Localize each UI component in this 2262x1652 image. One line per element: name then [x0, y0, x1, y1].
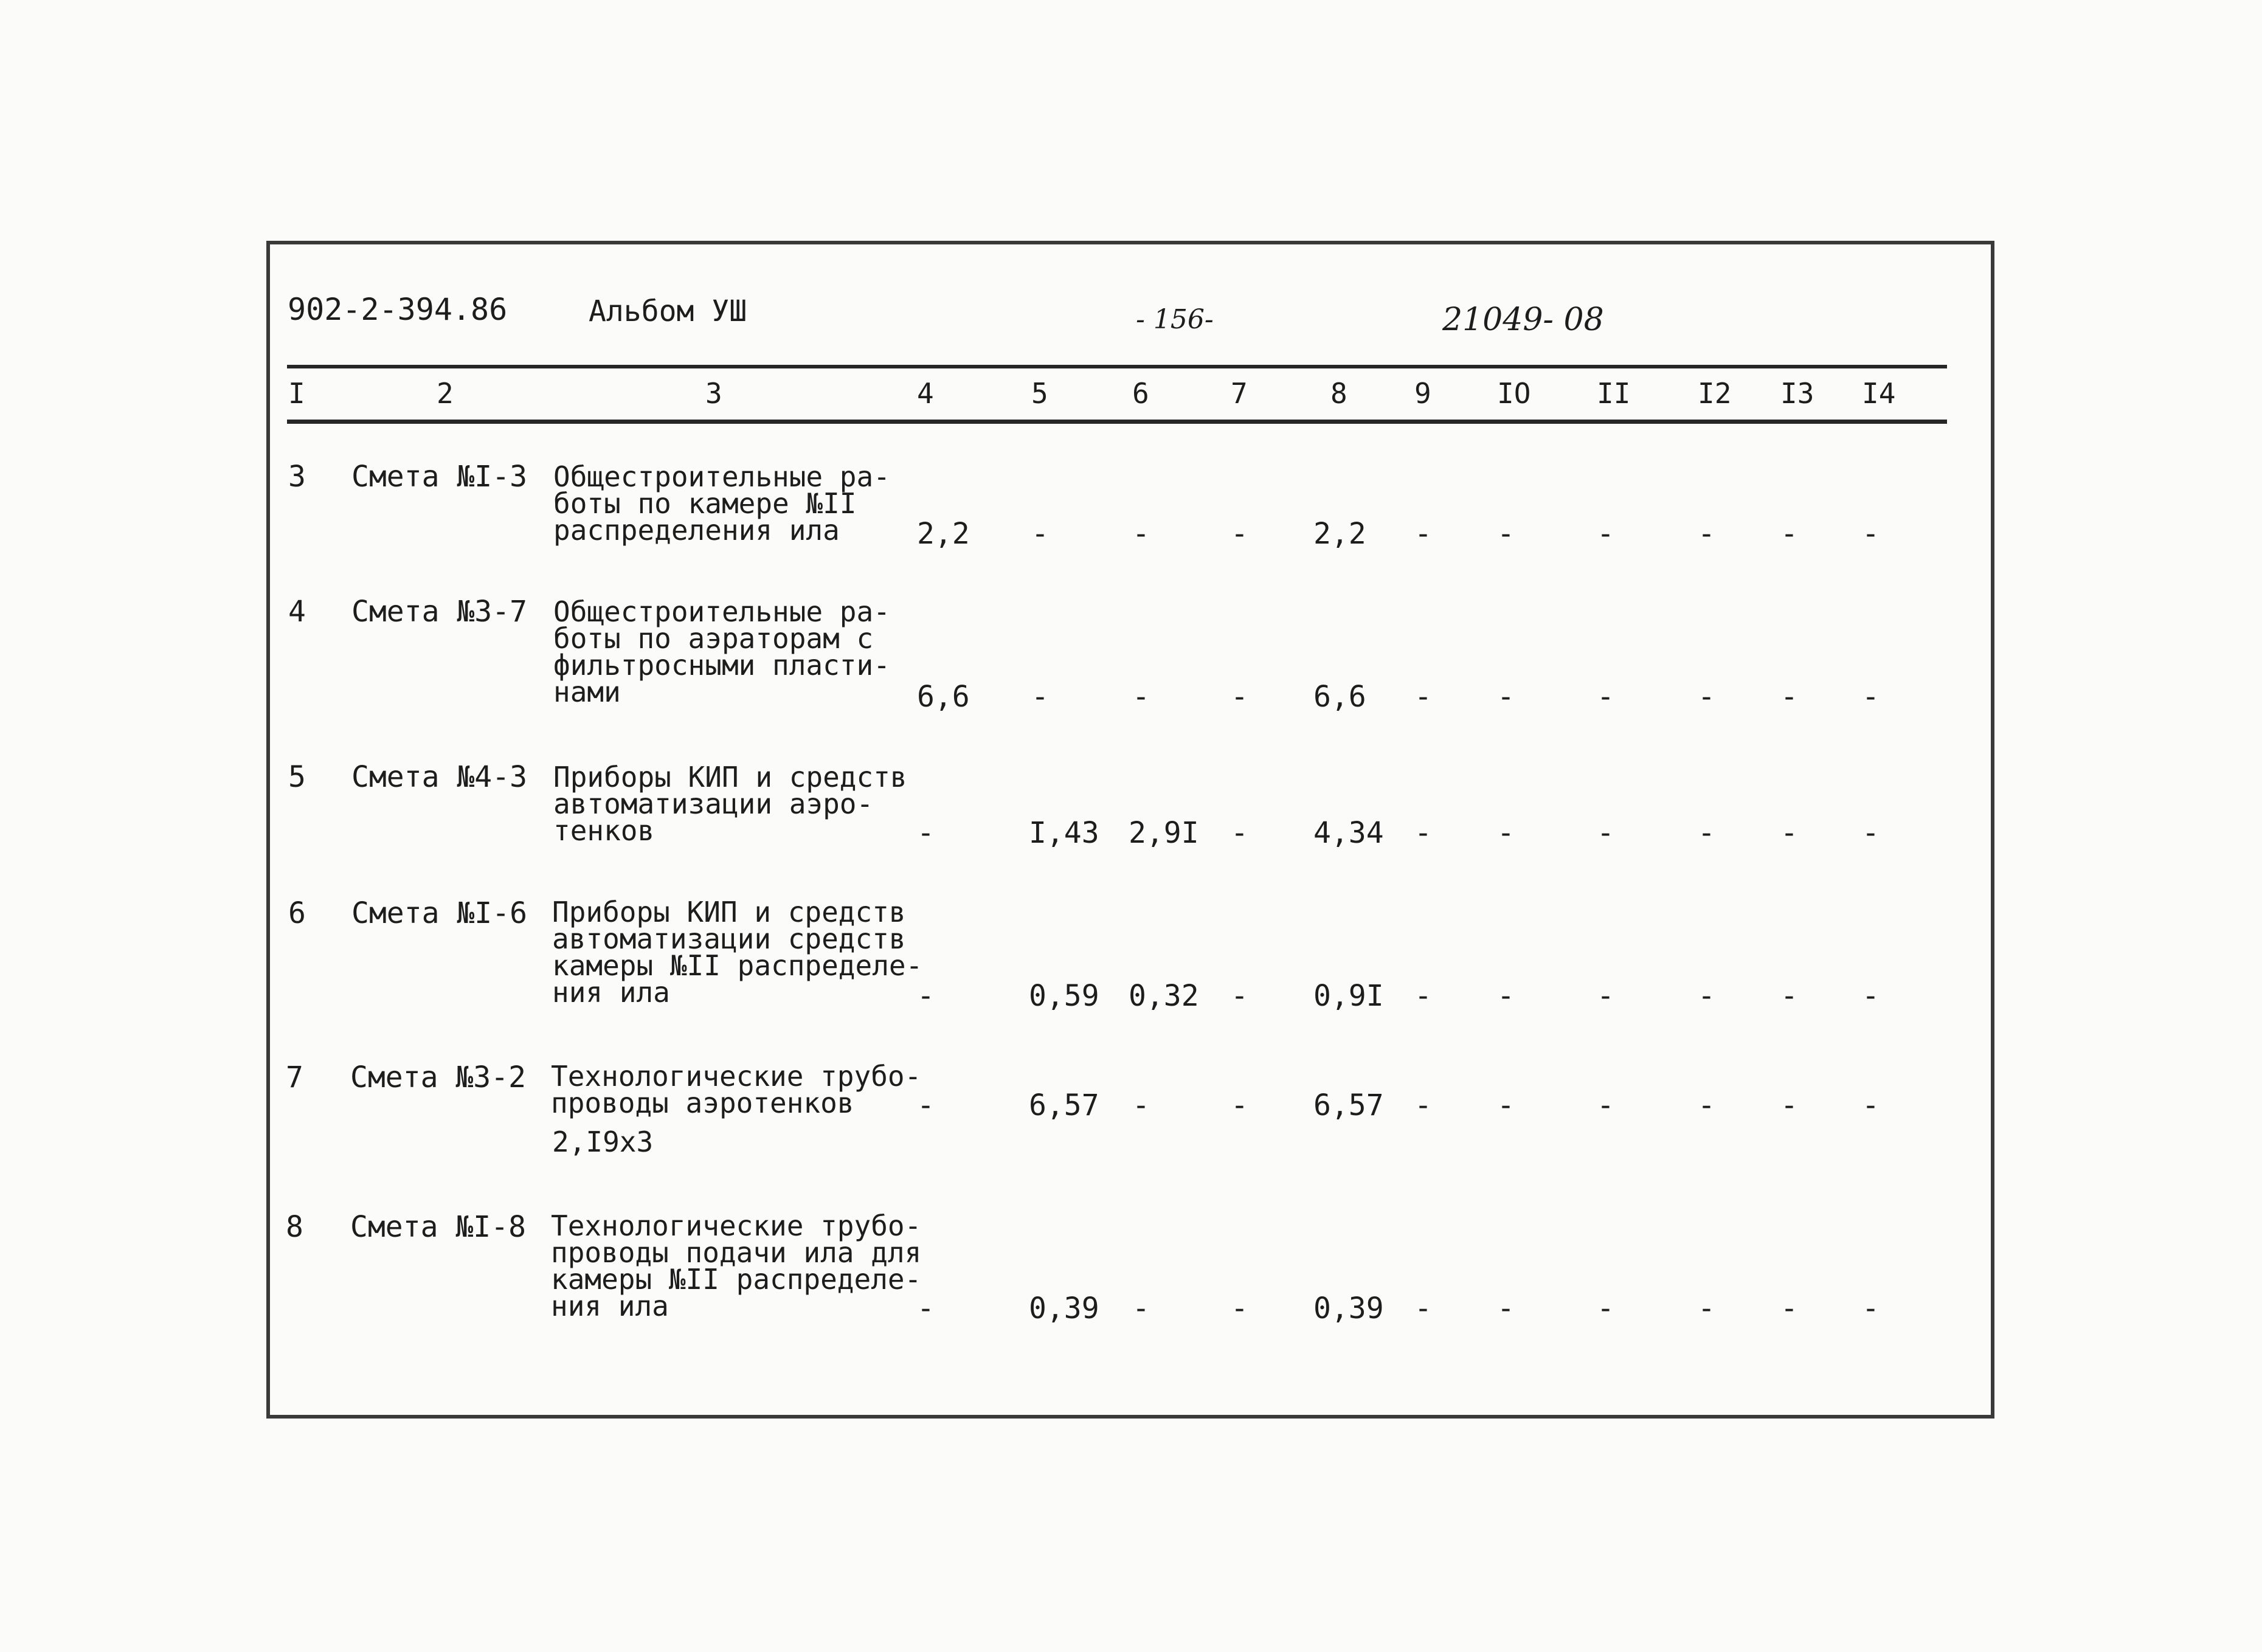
row-number: 3	[288, 460, 306, 494]
col-number-7: 7	[1231, 377, 1248, 410]
value-col8: 2,2	[1313, 517, 1366, 551]
page-number: - 156-	[1136, 304, 1214, 335]
work-description: Общестроительные ра- боты по аэраторам с фильтросными пласти- нами	[553, 595, 890, 708]
value-col12: -	[1698, 517, 1715, 551]
value-col10: -	[1497, 1291, 1515, 1325]
value-col7: -	[1231, 816, 1248, 850]
value-col11: -	[1597, 1088, 1614, 1122]
value-col12: -	[1698, 1291, 1715, 1325]
value-col13: -	[1780, 1088, 1798, 1122]
col-number-4: 4	[917, 377, 934, 410]
value-col9: -	[1414, 517, 1432, 551]
col-number-6: 6	[1132, 377, 1149, 410]
value-col5: 0,39	[1029, 1291, 1099, 1325]
value-col12: -	[1698, 1088, 1715, 1122]
value-col14: -	[1862, 1291, 1880, 1325]
value-col8: 6,6	[1313, 680, 1366, 714]
value-col14: -	[1862, 1088, 1880, 1122]
archive-number: 21049- 08	[1442, 302, 1604, 338]
value-col8: 6,57	[1313, 1088, 1384, 1122]
value-col11: -	[1597, 517, 1614, 551]
value-col9: -	[1414, 1291, 1432, 1325]
value-col9: -	[1414, 979, 1432, 1013]
work-description: Технологические трубо- проводы аэротенков	[551, 1060, 922, 1119]
col-number-14: I4	[1862, 377, 1896, 410]
value-col5: -	[1031, 680, 1049, 714]
value-col6: 0,32	[1129, 979, 1199, 1013]
row-number: 4	[288, 595, 306, 629]
value-col5: -	[1031, 517, 1049, 551]
col-number-1: I	[288, 377, 305, 410]
estimate-ref: Смета №3-7	[351, 595, 527, 629]
value-col9: -	[1414, 680, 1432, 714]
value-col12: -	[1698, 680, 1715, 714]
estimate-ref: Смета №4-3	[351, 760, 527, 794]
estimate-ref: Смета №3-2	[350, 1060, 526, 1094]
header-bottom-rule	[287, 420, 1947, 424]
col-number-11: II	[1597, 377, 1631, 410]
value-col5: 0,59	[1029, 979, 1099, 1013]
value-col4: 2,2	[917, 517, 970, 551]
header-top-rule	[287, 365, 1947, 368]
value-col6: -	[1132, 1291, 1150, 1325]
value-col11: -	[1597, 979, 1614, 1013]
col-number-3: 3	[705, 377, 722, 410]
value-col6: -	[1132, 1088, 1150, 1122]
value-col10: -	[1497, 979, 1515, 1013]
col-number-2: 2	[437, 377, 454, 410]
value-col5: 6,57	[1029, 1088, 1099, 1122]
value-col10: -	[1497, 1088, 1515, 1122]
col-number-12: I2	[1698, 377, 1732, 410]
value-col6: -	[1132, 517, 1150, 551]
work-description: Приборы КИП и средств автоматизации аэро- тенков	[553, 761, 907, 847]
value-col4: 6,6	[917, 680, 970, 714]
value-col13: -	[1780, 816, 1798, 850]
doc-code: 902-2-394.86	[288, 292, 508, 327]
value-col9: -	[1414, 816, 1432, 850]
value-col14: -	[1862, 517, 1880, 551]
value-col4: -	[917, 979, 935, 1013]
col-number-9: 9	[1414, 377, 1431, 410]
value-col14: -	[1862, 816, 1880, 850]
album-label: Альбом УШ	[589, 294, 747, 328]
value-col7: -	[1231, 680, 1248, 714]
value-col8: 0,9I	[1313, 979, 1384, 1013]
estimate-ref: Смета №I-8	[350, 1210, 526, 1244]
value-col10: -	[1497, 680, 1515, 714]
value-col11: -	[1597, 1291, 1614, 1325]
value-col6: 2,9I	[1129, 816, 1199, 850]
row-number: 6	[288, 896, 306, 930]
col-number-8: 8	[1330, 377, 1347, 410]
value-col13: -	[1780, 517, 1798, 551]
estimate-ref: Смета №I-3	[351, 460, 527, 494]
value-col8: 4,34	[1313, 816, 1384, 850]
row-number: 5	[288, 760, 306, 794]
value-col14: -	[1862, 680, 1880, 714]
value-col9: -	[1414, 1088, 1432, 1122]
value-col10: -	[1497, 816, 1515, 850]
estimate-ref: Смета №I-6	[351, 896, 527, 930]
work-description: Общестроительные ра- боты по камере №II распределения ила	[553, 460, 890, 547]
value-col13: -	[1780, 680, 1798, 714]
value-col13: -	[1780, 979, 1798, 1013]
value-col14: -	[1862, 979, 1880, 1013]
value-col12: -	[1698, 816, 1715, 850]
value-col7: -	[1231, 979, 1248, 1013]
row-number: 8	[286, 1210, 303, 1244]
value-col12: -	[1698, 979, 1715, 1013]
value-col13: -	[1780, 1291, 1798, 1325]
value-col4: -	[917, 816, 935, 850]
value-col8: 0,39	[1313, 1291, 1384, 1325]
value-col6: -	[1132, 680, 1150, 714]
col-number-13: I3	[1780, 377, 1814, 410]
col-number-10: IO	[1497, 377, 1531, 410]
value-col11: -	[1597, 680, 1614, 714]
value-col10: -	[1497, 517, 1515, 551]
value-col7: -	[1231, 1291, 1248, 1325]
value-col11: -	[1597, 816, 1614, 850]
value-col5: I,43	[1029, 816, 1099, 850]
value-col4: -	[917, 1088, 935, 1122]
work-description: Технологические трубо- проводы подачи ила для камеры №II распределе- ния ила	[551, 1209, 922, 1322]
value-col7: -	[1231, 517, 1248, 551]
value-col4: -	[917, 1291, 935, 1325]
work-description: Приборы КИП и средств автоматизации средств камеры №II распределе- ния ила	[552, 896, 923, 1009]
col-number-5: 5	[1031, 377, 1048, 410]
row-number: 7	[286, 1060, 303, 1094]
quantity-note: 2,I9x3	[552, 1125, 654, 1158]
value-col7: -	[1231, 1088, 1248, 1122]
